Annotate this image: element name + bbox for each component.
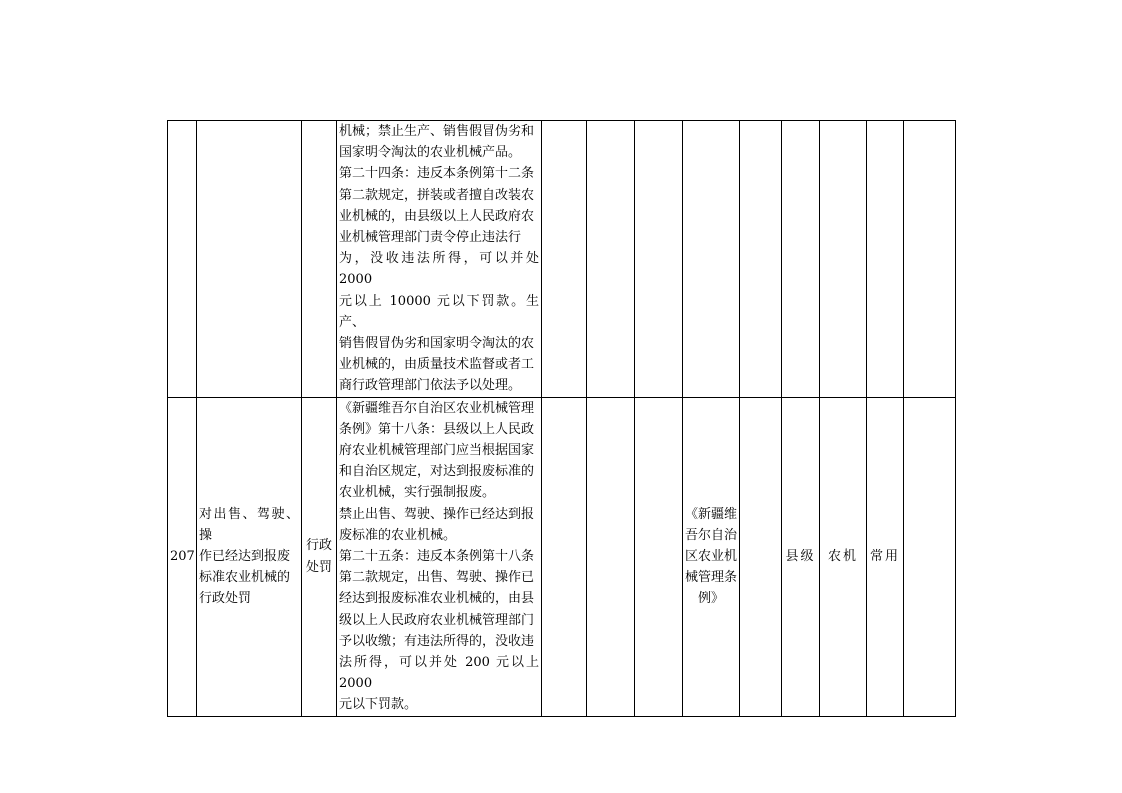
empty-cell: [635, 121, 683, 398]
empty-cell: [542, 121, 587, 398]
usage-cell: 常用: [867, 397, 904, 716]
regulation-cell: 《新疆维 吾尔自治 区农业机 械管理条 例》: [683, 397, 740, 716]
empty-cell: [587, 121, 635, 398]
item-number-cell: 207: [168, 397, 197, 716]
empty-cell: [740, 397, 782, 716]
usage-cell: [867, 121, 904, 398]
empty-cell: [542, 397, 587, 716]
empty-cell: [904, 397, 956, 716]
empty-cell: [587, 397, 635, 716]
department-cell: [820, 121, 867, 398]
empty-cell: [740, 121, 782, 398]
empty-cell: [635, 397, 683, 716]
level-cell: [782, 121, 820, 398]
item-name-cell: [197, 121, 302, 398]
legal-basis-cell: 机械；禁止生产、销售假冒伪劣和 国家明令淘汰的农业机械产品。 第二十四条：违反本条例第十二条 第二款规定，拼装或者擅自改装农 业机械的，由县级以上人民政府农 业机械管理部门责令停止违法行 为，没收违法所得，可以并处 2000 元以上 10000 元以下罚款。生产、 销售假冒伪劣和国家明令淘汰的农 业机械的，由质量技术监督或者工 商行政管理部门依法予以处理。: [337, 121, 542, 398]
category-cell: 行政 处罚: [302, 397, 337, 716]
item-number-cell: [168, 121, 197, 398]
category-cell: [302, 121, 337, 398]
table-row: [168, 121, 956, 398]
department-cell: 农机: [820, 397, 867, 716]
legal-basis-cell: 《新疆维吾尔自治区农业机械管理 条例》第十八条：县级以上人民政 府农业机械管理部门应当根据国家 和自治区规定，对达到报废标准的 农业机械，实行强制报废。 禁止出售、驾驶、操作已经达到报 废标准的农业机械。 第二十五条：违反本条例第十八条 第二款规定，出售、驾驶、操作已 经达到报废标准农业机械的，由县 级以上人民政府农业机械管理部门 予以收缴；有违法所得的，没收违 法所得，可以并处 200 元以上 2000 元以下罚款。: [337, 397, 542, 716]
document-table: [167, 120, 956, 717]
table-row: [168, 397, 956, 716]
level-cell: 县级: [782, 397, 820, 716]
empty-cell: [904, 121, 956, 398]
regulation-cell: [683, 121, 740, 398]
item-name-cell: 对出售、驾驶、操 作已经达到报废 标准农业机械的 行政处罚: [197, 397, 302, 716]
